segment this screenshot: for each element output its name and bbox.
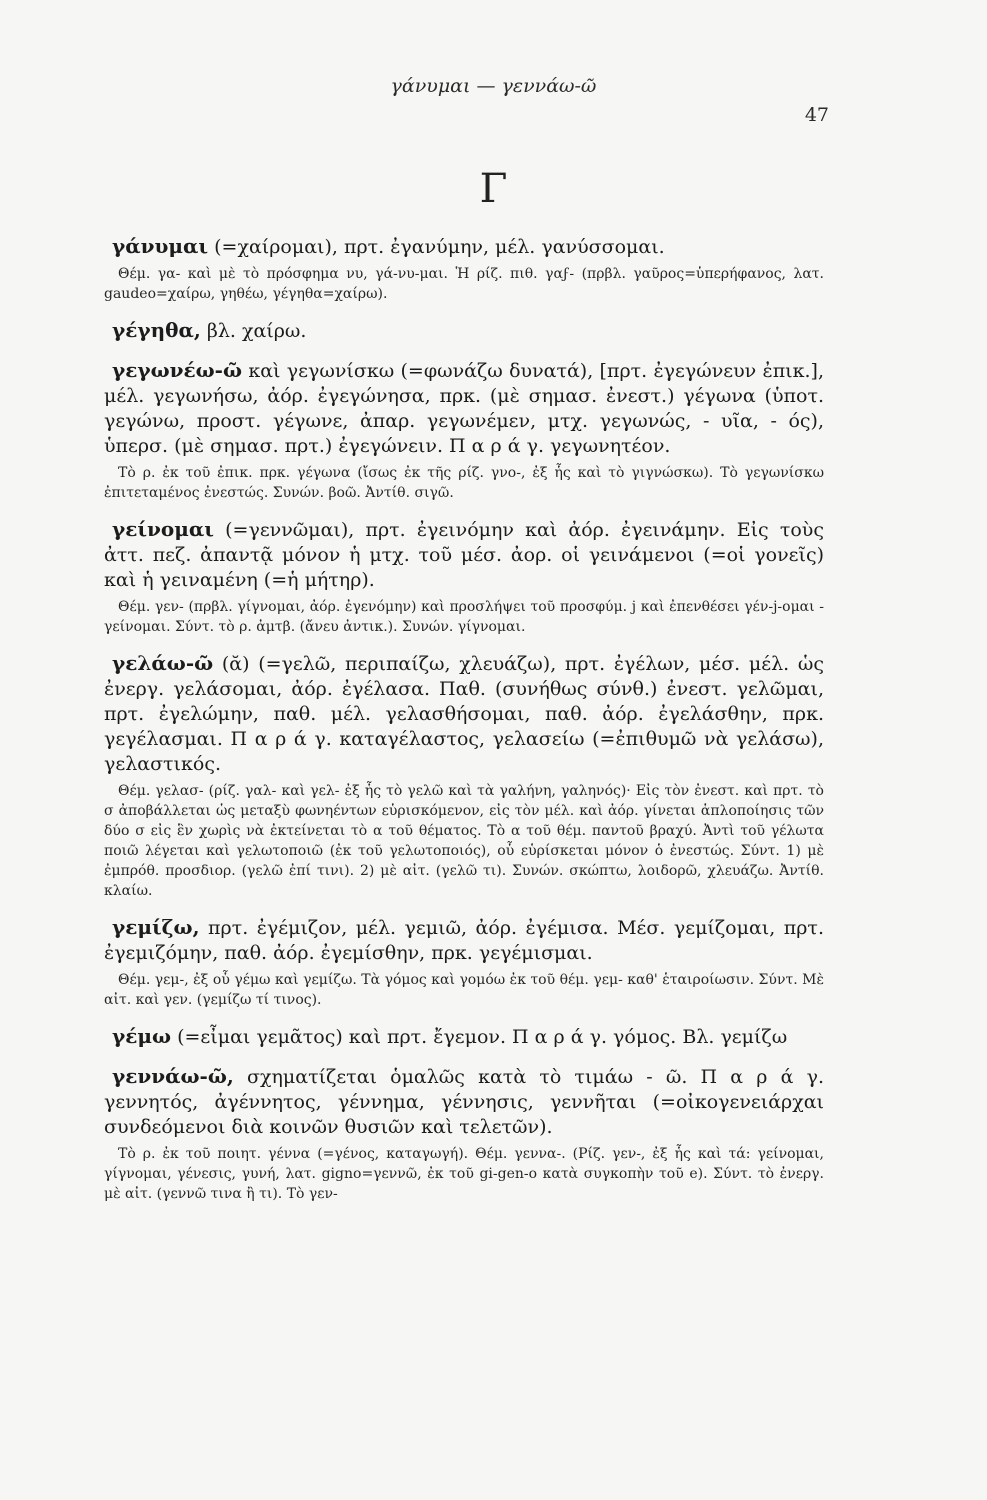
definition: βλ. χαίρω.: [206, 320, 307, 342]
entry-main: [104, 358, 824, 459]
entry: [104, 517, 824, 637]
etymology-note: Τὸ ρ. ἐκ τοῦ ποιητ. γέννα (=γένος, καταγωγή). Θέμ. γεννα-. (Ρίζ. γεν-, ἐξ ἧς καὶ τά: γείνομαι, γίγνομαι, γένεσις, γυνή, λατ. gigno=γεννῶ, ἐκ τοῦ gi-gen-o κατὰ συγκοπὴν τοῦ e). Σύντ. τὸ ἐνεργ. μὲ αἰτ. (γεννῶ τινα ἢ τι). Τὸ γεν-: [104, 1146, 824, 1202]
definition: (=γεννῶμαι), πρτ. ἐγεινόμην καὶ ἀόρ. ἐγεινάμην. Εἰς τοὺς ἀττ. πεζ. ἀπαντᾷ μόνον ἡ μτχ. τοῦ μέσ. ἀορ. οἱ γεινάμενοι (=οἱ γονεῖς) καὶ ἡ γειναμένη (=ἡ μήτηρ).: [104, 519, 824, 591]
etymology-note: Θέμ. γεν- (πρβλ. γίγνομαι, ἀόρ. ἐγενόμην) καὶ προσλήψει τοῦ προσφύμ. j καὶ ἐπενθέσει γέν-j-ομαι - γείνομαι. Σύντ. τὸ ρ. ἀμτβ. (ἄνευ ἀντικ.). Συνών. γίγνομαι.: [104, 599, 824, 635]
section-letter: Γ: [479, 166, 508, 212]
definition: (=χαίρομαι), πρτ. ἐγανύμην, μέλ. γανύσσομαι.: [214, 236, 665, 258]
etymology-note: Θέμ. γεμ-, ἐξ οὗ γέμω καὶ γεμίζω. Τὰ γόμος καὶ γομόω ἐκ τοῦ θέμ. γεμ- καθ' ἑταιροίωσιν. Σύντ. Μὲ αἰτ. καὶ γεν. (γεμίζω τί τινος).: [104, 972, 824, 1008]
headword: γέμω: [112, 1024, 172, 1048]
headword: γεμίζω,: [112, 915, 200, 939]
entry: [104, 234, 824, 304]
definition: πρτ. ἐγέμιζον, μέλ. γεμιῶ, ἀόρ. ἐγέμισα. Μέσ. γεμίζομαι, πρτ. ἐγεμιζόμην, παθ. ἀόρ. ἐγεμίσθην, πρκ. γεγέμισμαι.: [104, 917, 824, 964]
definition: (=εἶμαι γεμᾶτος) καὶ πρτ. ἔγεμον. Π α ρ ά γ. γόμος. Βλ. γεμίζω: [177, 1026, 788, 1048]
entry-main: [104, 318, 824, 344]
entry-main: [104, 915, 824, 966]
headword: γεννάω-ῶ,: [112, 1064, 234, 1088]
etymology-note: Θέμ. γα- καὶ μὲ τὸ πρόσφημα νυ, γά-νυ-μαι. Ἡ ρίζ. πιθ. γαϝ- (πρβλ. γαῦρος=ὑπερήφανος, λατ. gaudeo=χαίρω, γηθέω, γέγηθα=χαίρω).: [104, 266, 824, 302]
etymology-note: Θέμ. γελασ- (ρίζ. γαλ- καὶ γελ- ἐξ ἧς τὸ γελῶ καὶ τὰ γαλήνη, γαληνός)· Εἰς τὸν ἐνεστ. καὶ πρτ. τὸ σ ἀποβάλλεται ὡς μεταξὺ φωνηέντων εὑρισκόμενον, εἰς τὸν μέλ. καὶ ἀόρ. γίνεται ἁπλοποίησις τῶν δύο σ εἰς ἓν χωρὶς νὰ ἐκτείνεται τὸ α τοῦ θέματος. Τὸ α τοῦ θέμ. παντοῦ βραχύ. Ἀντὶ τοῦ γέλωτα ποιῶ λέγεται καὶ γελωτοποιῶ (ἐκ τοῦ γελωτοποιός), οὗ εὑρίσκεται μόνον ὁ ἐνεστώς. Σύντ. 1) μὲ ἐμπρόθ. προσδιορ. (γελῶ ἐπί τινι). 2) μὲ αἰτ. (γελῶ τι). Συνών. σκώπτω, λοιδορῶ, χλευάζω. Ἀντίθ. κλαίω.: [104, 783, 824, 899]
entry-main: [104, 651, 824, 777]
entry: [104, 358, 824, 503]
entries-body: [104, 234, 824, 1218]
definition: σχηματίζεται ὁμαλῶς κατὰ τὸ τιμάω - ῶ. Π α ρ ά γ. γεννητός, ἀγέννητος, γέννημα, γέννησις, γεννῆται (=οἰκογενειάρχαι συνδεόμενοι διὰ κοινῶν θυσιῶν καὶ τελετῶν).: [104, 1066, 824, 1138]
headword: γελάω-ῶ: [112, 651, 214, 675]
entry: [104, 1064, 824, 1204]
running-head: γάνυμαι — γεννάω-ῶ: [390, 75, 597, 97]
entry-main: [104, 517, 824, 593]
headword: γεγωνέω-ῶ: [112, 358, 243, 382]
entry: [104, 651, 824, 901]
definition: (ᾰ) (=γελῶ, περιπαίζω, χλευάζω), πρτ. ἐγέλων, μέσ. μέλ. ὡς ἐνεργ. γελάσομαι, ἀόρ. ἐγέλασα. Παθ. (συνήθως σύνθ.) ἐνεστ. γελῶμαι, πρτ. ἐγελώμην, παθ. μέλ. γελασθήσομαι, παθ. ἀόρ. ἐγελάσθην, πρκ. γεγέλασμαι. Π α ρ ά γ. καταγέλαστος, γελασείω (=ἐπιθυμῶ νὰ γελάσω), γελαστικός.: [104, 653, 824, 775]
headword: γέγηθα,: [112, 318, 201, 342]
entry: [104, 318, 824, 344]
entry-main: [104, 1064, 824, 1140]
etymology-note: Τὸ ρ. ἐκ τοῦ ἐπικ. πρκ. γέγωνα (ἴσως ἐκ τῆς ρίζ. γνο-, ἐξ ἧς καὶ τὸ γιγνώσκω). Τὸ γεγωνίσκω ἐπιτεταμένος ἐνεστώς. Συνών. βοῶ. Ἀντίθ. σιγῶ.: [104, 465, 824, 501]
entry: [104, 915, 824, 1010]
entry-main: [104, 234, 824, 260]
definition: καὶ γεγωνίσκω (=φωνάζω δυνατά), [πρτ. ἐγεγώνευν ἐπικ.], μέλ. γεγωνήσω, ἀόρ. ἐγεγώνησα, πρκ. (μὲ σημασ. ἐνεστ.) γέγωνα (ὑποτ. γεγώνω, προστ. γέγωνε, ἀπαρ. γεγωνέμεν, μτχ. γεγωνώς, - υῖα, - ός), ὑπερσ. (μὲ σημασ. πρτ.) ἐγεγώνειν. Π α ρ ά γ. γεγωνητέον.: [104, 360, 824, 457]
entry-main: [104, 1024, 824, 1050]
entry: [104, 1024, 824, 1050]
headword: γάνυμαι: [112, 234, 209, 258]
headword: γείνομαι: [112, 517, 214, 541]
page-number: 47: [804, 104, 829, 126]
